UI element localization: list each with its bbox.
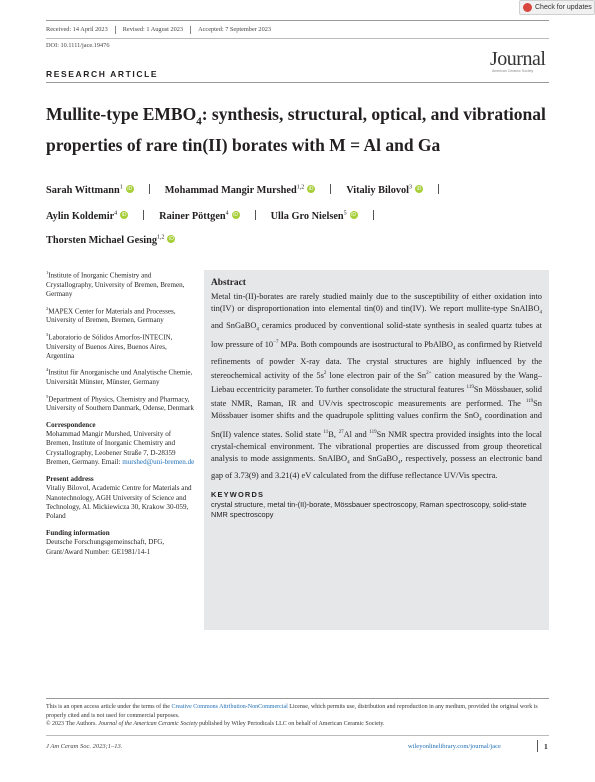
orcid-icon[interactable]: iD (127, 186, 133, 193)
keywords: crystal structure, metal tin-(II)-borate, Mössbauer spectroscopy, Raman spectroscopy, solid-state NMR spectroscopy (211, 499, 527, 519)
author[interactable]: Sarah Wittmann$^1$ (46, 184, 123, 196)
footer-bottom-divider (46, 735, 549, 736)
page-number-divider (537, 740, 538, 752)
article-type-divider (46, 82, 549, 83)
orcid-icon[interactable]: iD (351, 212, 357, 219)
orcid-icon[interactable]: iD (233, 212, 238, 219)
correspondence-body: Mohammad Mangir Murshed, University of Bremen, Institute of Inorganic Chemistry and Crystallography, Leobener Straße 7, D-28359 Bremen, Germany. Email: murshed@uni-bremen.de (46, 430, 195, 467)
author[interactable]: Thorsten Michael Gesing$^{1,2}$ (46, 234, 165, 246)
correspondence-heading: Correspondence (46, 420, 96, 429)
journal-reference: J Am Ceram Soc. 2023;1–13. (46, 743, 123, 750)
funding-body: Deutsche Forschungsgemeinschaft, DFG, Grant/Award Number: GE1981/14-1 (46, 538, 165, 556)
dates-divider (46, 38, 549, 39)
article-type: RESEARCH ARTICLE (46, 69, 159, 79)
article-title: Mullite-type $EMBO_4$: synthesis, structural, optical, and vibrational properties of rare tin(II) borates with M = Al and Ga (46, 104, 546, 155)
doi[interactable]: DOI: 10.1111/jace.19476 (46, 42, 110, 49)
received-date: Received: 14 April 2023 (46, 26, 108, 33)
keywords-heading: KEYWORDS (211, 489, 265, 499)
revised-date: Revised: 1 August 2023 (122, 26, 184, 33)
email-link[interactable]: murshed@uni-bremen.de (122, 458, 195, 467)
author[interactable]: Vitaliy Bilovol$^3$ (346, 184, 413, 196)
affiliation: $^2$MAPEX Center for Materials and Processes, University of Bremen, Bremen, Germany (46, 305, 176, 325)
footer-divider (46, 698, 549, 699)
author[interactable]: Ulla Gro Nielsen$^5$ (270, 210, 347, 222)
affiliation: $^3$Laboratorio de Sólidos Amorfos-INTECIN, University of Buenos Aires, Buenos Aires, Argentina (46, 331, 173, 360)
article-dates (46, 26, 271, 34)
present-address-body: Vitaliy Bilovol, Academic Centre for Materials and Nanotechnology, AGH University of Science and Technology, Al. Mickiewicza 30, Krakow 30-059, Poland (46, 484, 192, 521)
affiliation: $^5$Department of Physics, Chemistry and Pharmacy, University of Southern Danmark, Odense, Denmark (46, 393, 194, 413)
abstract-heading: Abstract (211, 278, 246, 288)
author[interactable]: Aylin Koldemir$^4$ (46, 210, 118, 222)
orcid-icon[interactable]: iD (416, 186, 422, 193)
author-line-3 (46, 230, 175, 248)
affiliation: $^1$Institute of Inorganic Chemistry and Crystallography, University of Bremen, Bremen, Germany (46, 270, 185, 299)
check-for-updates-label: Check for updates (535, 4, 592, 11)
check-for-updates-badge[interactable] (519, 0, 595, 15)
journal-logo-subtitle: American Ceramic Society (492, 69, 534, 73)
abstract-box (204, 270, 549, 630)
left-column (46, 268, 196, 557)
author-line-2 (46, 206, 385, 224)
orcid-icon[interactable]: iD (121, 212, 127, 219)
abstract-text: Metal tin-(II)-borates are rarely studied mainly due to the susceptibility of either oxidation into tin(IV) or disproportionation into elemental tin(0) and tin(IV). We report mullite-type SnAlBO$_4$ and SnGaBO$_4$ ceramics produced by conventional solid-state synthesis in sealed quartz tubes at low pressure of $10^{-7}$ MPa. Both compounds are isostructural to PbAlBO$_4$ as confirmed by Rietveld refinements of powder X-ray data. The crystal structures are highly influenced by the stereochemical activity of the $5s^2$ lone electron pair of the $Sn^{2+}$ cation measured by the Wang–Liebau eccentricity parameter. To further consolidate the structural features $^{119}$Sn Mössbauer, solid state NMR, Raman, IR and UV/vis spectroscopic measurements are performed. The $^{119}$Sn Mössbauer isomer shifts and the quadrupole splitting values confirm the SnO$_4$ coordination and Sn(II) valence states. Solid state $^{11}$B, $^{27}$Al and $^{119}$Sn NMR spectra provided insights into the local crystal-chemical environment. The vibrational properties are discussed from group theoretical analysis to mode assignments. SnAlBO$_4$ and SnGaBO$_4$, respectively, possess an electronic band gap of 3.73(9) and 3.21(4) eV calculated from the diffuse reflectance UV/Vis spectra. (211, 292, 543, 480)
orcid-icon[interactable]: iD (169, 236, 174, 243)
license-link[interactable]: Creative Commons Attribution-NonCommercial (171, 704, 288, 710)
author-line-1 (46, 180, 450, 198)
present-address-heading: Present address (46, 474, 94, 483)
journal-url-link[interactable]: wileyonlinelibrary.com/journal/jace (408, 743, 501, 750)
page-number: 1 (544, 742, 548, 751)
affiliation: $^4$Institut für Anorganische und Analytische Chemie, Universität Münster, Münster, Germany (46, 367, 193, 387)
update-icon (523, 3, 532, 12)
author[interactable]: Mohammad Mangir Murshed$^{1,2}$ (164, 184, 305, 196)
orcid-icon[interactable]: iD (308, 186, 314, 193)
journal-logo: Journal (490, 48, 546, 70)
header-divider (46, 20, 549, 21)
funding-heading: Funding information (46, 528, 110, 537)
author[interactable]: Rainer Pöttgen$^4$ (159, 210, 229, 222)
accepted-date: Accepted: 7 September 2023 (198, 26, 272, 33)
license-notice: This is an open access article under the terms of the Creative Commons Attribution-NonCommercial License, which permits use, distribution and reproduction in any medium, provided the original work is properly cited and is not used for commercial purposes. © 2023 The Authors. Journal of the American Ceramic Society published by Wiley Periodicals LLC on behalf of American Ceramic Society. (46, 704, 538, 727)
